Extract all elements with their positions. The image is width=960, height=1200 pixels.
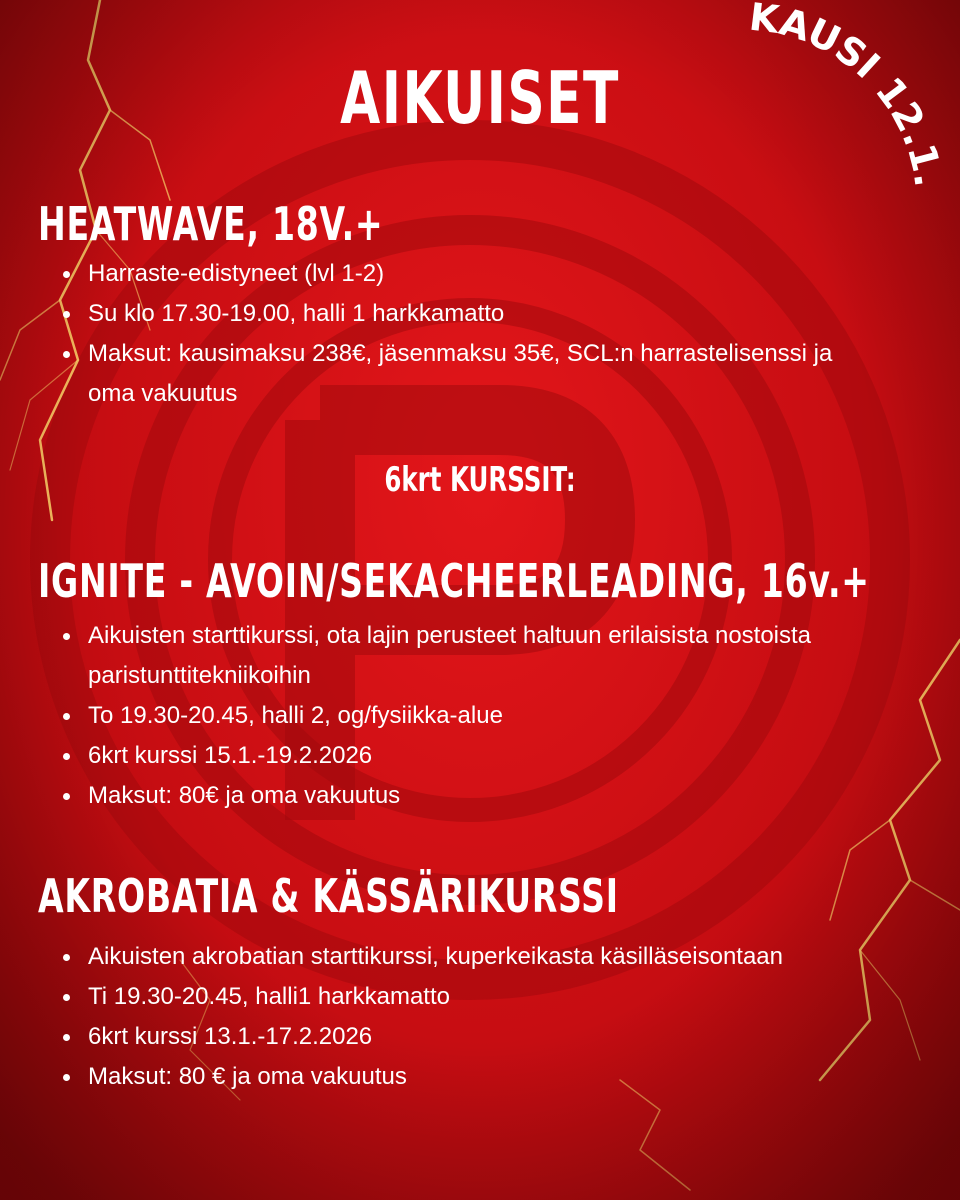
list-item: Maksut: 80€ ja oma vakuutus [0,776,868,816]
page-title: AIKUISET [340,56,620,140]
section-heading-akrobatia: AKROBATIA & KÄSSÄRIKURSSI [38,869,619,923]
season-badge-text: KAUSI 12.1. [746,0,951,190]
list-item: Maksut: kausimaksu 238€, jäsenmaksu 35€, SCL:n harrastelisenssi ja oma vakuutus [0,334,868,414]
heatwave-details-list [0,254,868,414]
list-item: 6krt kurssi 15.1.-19.2.2026 [0,736,868,776]
list-item: Aikuisten starttikurssi, ota lajin perusteet haltuun erilaisista nostoista paristunttitekniikoihin [0,616,868,696]
courses-heading: 6krt KURSSIT: [384,460,576,500]
list-item: Ti 19.30-20.45, halli1 harkkamatto [0,977,868,1017]
list-item: Su klo 17.30-19.00, halli 1 harkkamatto [0,294,868,334]
list-item: 6krt kurssi 13.1.-17.2.2026 [0,1017,868,1057]
ignite-details-list [0,616,868,816]
akrobatia-details-list [0,937,868,1097]
section-heading-ignite: IGNITE - AVOIN/SEKACHEERLEADING, 16v.+ [38,554,870,608]
list-item: Harraste-edistyneet (lvl 1-2) [0,254,868,294]
list-item: To 19.30-20.45, halli 2, og/fysiikka-alue [0,696,868,736]
list-item: Maksut: 80 € ja oma vakuutus [0,1057,868,1097]
list-item: Aikuisten akrobatian starttikurssi, kuperkeikasta käsilläseisontaan [0,937,868,977]
season-badge [690,0,960,260]
section-heading-heatwave: HEATWAVE, 18V.+ [38,197,384,251]
